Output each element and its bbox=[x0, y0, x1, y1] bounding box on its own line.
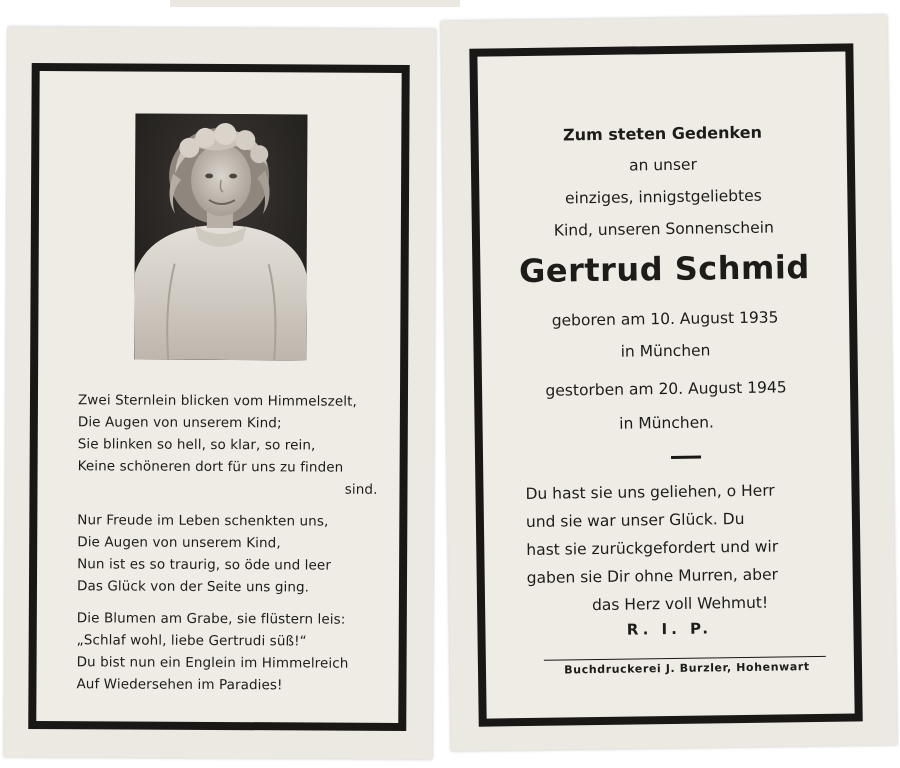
memorial-poem bbox=[76, 389, 378, 707]
dedication-line: einziges, innigstgeliebtes bbox=[564, 186, 762, 208]
prayer-text bbox=[525, 476, 833, 620]
black-border-frame bbox=[28, 63, 409, 731]
prayer-line: hast sie zurückgefordert und wir bbox=[526, 537, 779, 560]
birth-date: geboren am 10. August 1935 bbox=[551, 308, 779, 330]
portrait-photo bbox=[134, 114, 307, 361]
poem-line: Keine schöneren dort für uns zu finden bbox=[77, 458, 344, 476]
poem-line: Das Glück von der Seite uns ging. bbox=[76, 578, 310, 596]
poem-line: Die Augen von unserem Kind, bbox=[77, 534, 281, 552]
poem-line: Zwei Sternlein blicken vom Himmelszelt, bbox=[77, 392, 357, 410]
death-date: gestorben am 20. August 1945 bbox=[545, 378, 787, 400]
background-card-edge bbox=[170, 0, 460, 7]
black-border-frame bbox=[469, 43, 862, 726]
poem-line: Auf Wiedersehen im Paradies! bbox=[76, 676, 283, 694]
separator-dash bbox=[671, 456, 701, 459]
birth-place: in München bbox=[620, 341, 711, 361]
poem-stanza bbox=[77, 509, 377, 599]
poem-line: sind. bbox=[344, 481, 378, 498]
memorial-card-front bbox=[4, 27, 436, 759]
poem-line: Die Augen von unserem Kind; bbox=[77, 414, 282, 432]
deceased-name: Gertrud Schmid bbox=[518, 248, 810, 291]
dedication-heading: Zum steten Gedenken bbox=[562, 122, 763, 145]
death-place: in München. bbox=[619, 413, 715, 433]
girl-portrait-image bbox=[134, 114, 307, 361]
poem-line: Sie blinken so hell, so klar, so rein, bbox=[77, 436, 316, 454]
poem-stanza bbox=[77, 389, 378, 501]
printer-imprint: Buchdruckerei J. Burzler, Hohenwart bbox=[564, 660, 810, 677]
poem-line: Du bist nun ein Englein im Himmelreich bbox=[76, 654, 349, 672]
prayer-line: gaben sie Dir ohne Murren, aber bbox=[526, 565, 779, 588]
poem-line: Nur Freude im Leben schenkten uns, bbox=[77, 512, 329, 530]
poem-line: Die Blumen am Grabe, sie flüstern leis: bbox=[76, 610, 346, 628]
poem-stanza bbox=[76, 607, 376, 697]
rip-text: R. I. P. bbox=[626, 619, 713, 639]
dedication-line: an unser bbox=[628, 155, 698, 175]
prayer-line: das Herz voll Wehmut! bbox=[591, 593, 769, 615]
dedication-line: Kind, unseren Sonnenschein bbox=[553, 218, 774, 240]
prayer-line: Du hast sie uns geliehen, o Herr bbox=[525, 481, 775, 504]
poem-line: Nun ist es so traurig, so öde und leer bbox=[77, 556, 332, 574]
memorial-card-back bbox=[441, 15, 897, 751]
prayer-line: und sie war unser Glück. Du bbox=[525, 509, 745, 532]
poem-line: „Schlaf wohl, liebe Gertrudi süß!“ bbox=[76, 632, 307, 650]
